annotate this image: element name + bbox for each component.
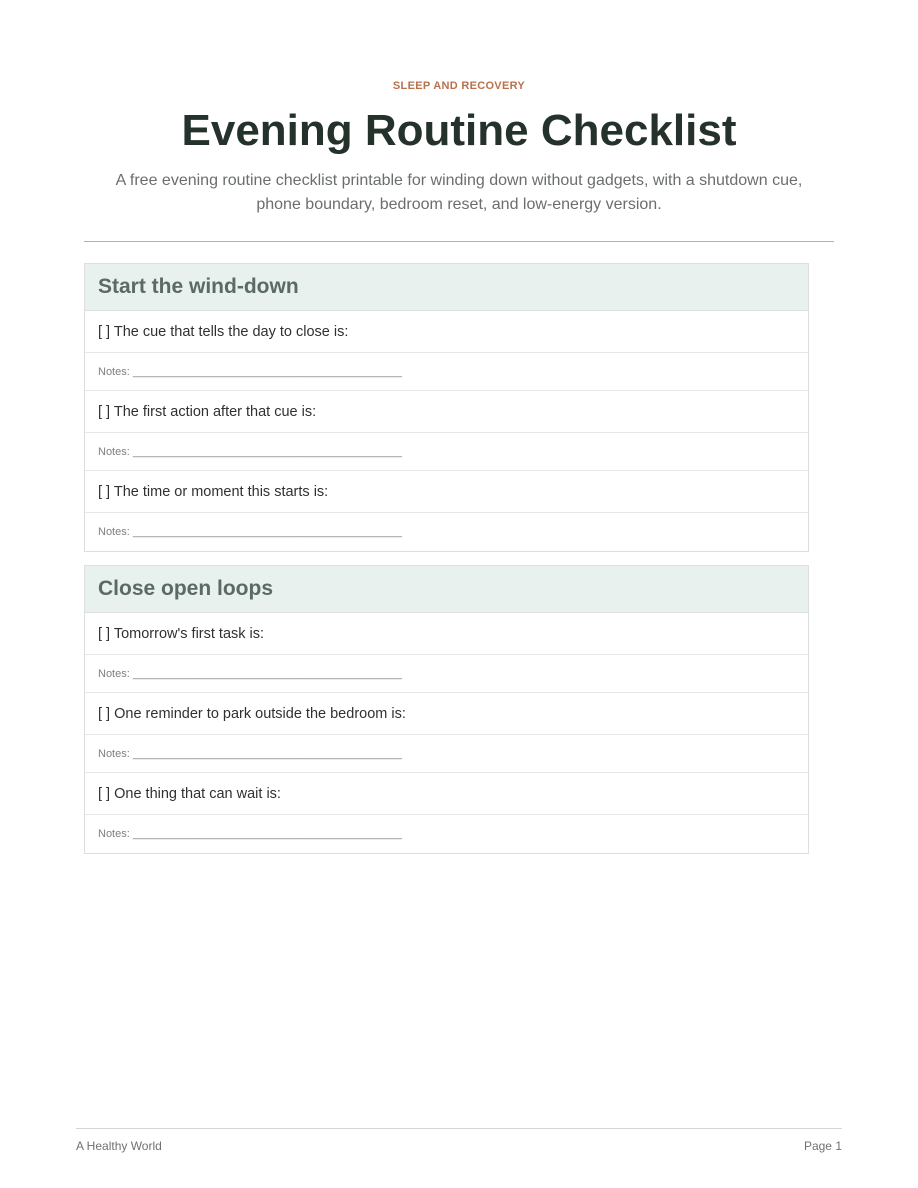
notes-line: Notes: ____________________________________________ — [85, 433, 808, 471]
category-kicker: SLEEP AND RECOVERY — [392, 80, 526, 92]
notes-line: Notes: ____________________________________________ — [98, 828, 403, 840]
section-title: Start the wind-down — [98, 275, 299, 298]
section-close-open-loops — [84, 565, 809, 854]
checklist-item: [ ] One thing that can wait is: — [85, 773, 808, 815]
header-divider — [84, 241, 834, 242]
section-header — [85, 566, 808, 613]
checklist-item: [ ] One reminder to park outside the bedroom is: — [85, 693, 808, 735]
checklist-item: [ ] The first action after that cue is: — [85, 391, 808, 433]
notes-line: Notes: ____________________________________________ — [85, 655, 808, 693]
footer-page-number: Page 1 — [803, 1139, 842, 1153]
page-title: Evening Routine Checklist — [181, 106, 737, 155]
checklist-item: [ ] The time or moment this starts is: — [85, 471, 808, 513]
checklist-item: [ ] Tomorrow's first task is: — [85, 613, 808, 655]
notes-line: Notes: ____________________________________________ — [98, 526, 403, 538]
notes-line: Notes: ____________________________________________ — [85, 735, 808, 773]
section-start-wind-down — [84, 263, 809, 552]
section-header — [85, 264, 808, 311]
checklist-item: [ ] The cue that tells the day to close is: — [85, 311, 808, 353]
section-title: Close open loops — [98, 577, 274, 600]
notes-line: Notes: ____________________________________________ — [85, 353, 808, 391]
page-subtitle: A free evening routine checklist printable for winding down without gadgets, with a shutdown cue, phone boundary, bedroom reset, and low-energy version. — [115, 172, 803, 213]
footer-site-name: A Healthy World — [76, 1139, 162, 1153]
footer-divider — [76, 1128, 842, 1129]
